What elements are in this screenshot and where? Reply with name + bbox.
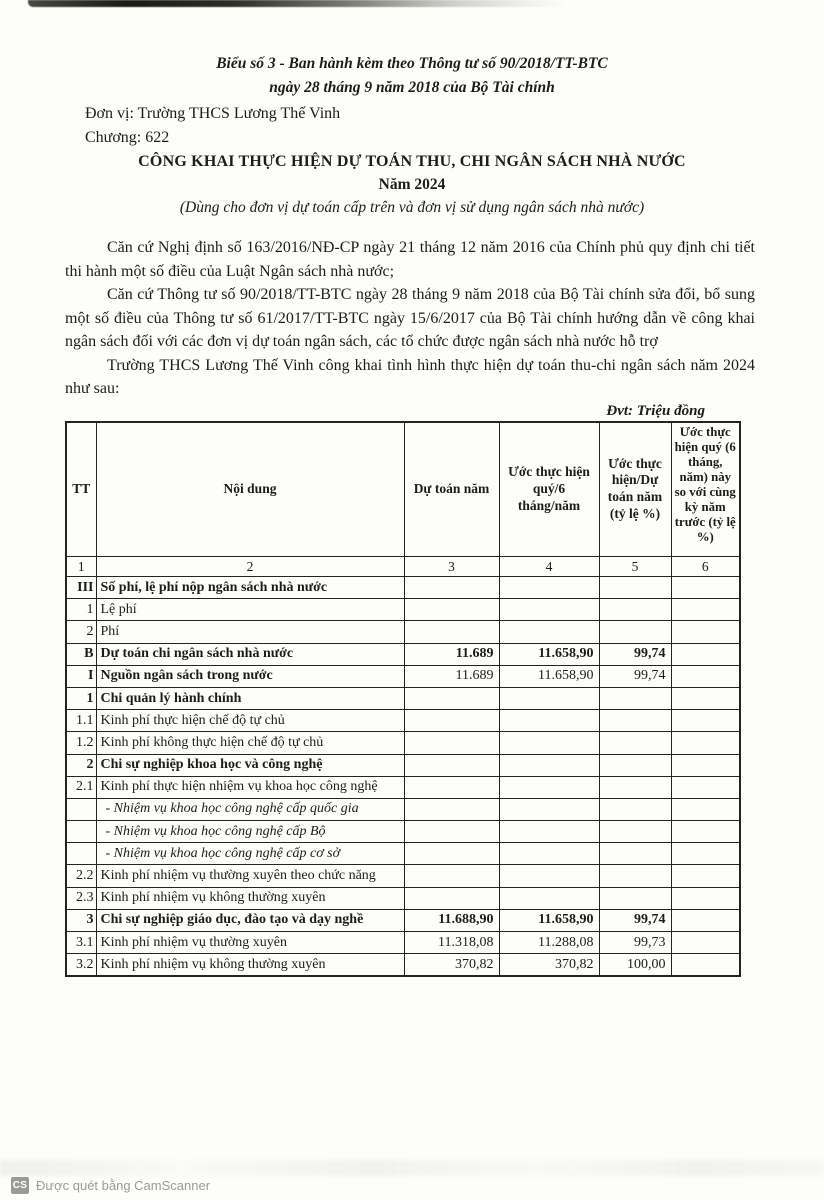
document-header	[0, 0, 824, 220]
cell-uoc-thuc-hien	[499, 621, 599, 643]
unit-of-measure-note: Đvt: Triệu đồng	[606, 402, 705, 419]
cell-tt: 3.2	[66, 954, 96, 976]
cell-so-cung-ky	[671, 710, 740, 732]
cell-tt: 1	[66, 687, 96, 709]
column-number-6: 6	[671, 557, 740, 577]
column-header-du-toan-nam: Dự toán năm	[404, 422, 499, 557]
cell-du-toan-nam: 11.688,90	[404, 909, 499, 931]
column-header-uoc-thuc-hien: Ước thực hiện quý/6 tháng/năm	[499, 422, 599, 557]
column-header-noi-dung: Nội dung	[96, 422, 404, 557]
table-row	[66, 932, 740, 954]
table-row	[66, 665, 740, 687]
paragraph-legal-basis-2: Căn cứ Thông tư số 90/2018/TT-BTC ngày 28 tháng 9 năm 2018 của Bộ Tài chính sửa đổi, bổ sung một số điều của Thông tư số 61/2017/TT-BTC ngày 15/6/2017 của Bộ Tài chính hướng dẫn về công khai ngân sách đối với các đơn vị dự toán ngân sách, các tổ chức được ngân sách nhà nước hỗ trợ	[65, 286, 755, 350]
cell-so-cung-ky	[671, 954, 740, 976]
cell-uoc-thuc-hien	[499, 710, 599, 732]
cell-ty-le	[599, 843, 671, 865]
cell-du-toan-nam: 11.689	[404, 665, 499, 687]
cell-uoc-thuc-hien	[499, 687, 599, 709]
column-number-2: 2	[96, 557, 404, 577]
cell-noi-dung: Dự toán chi ngân sách nhà nước	[96, 643, 404, 665]
cell-uoc-thuc-hien: 11.658,90	[499, 909, 599, 931]
table-row	[66, 909, 740, 931]
table-body	[66, 577, 740, 976]
table-row	[66, 843, 740, 865]
cell-uoc-thuc-hien	[499, 599, 599, 621]
cell-noi-dung: - Nhiệm vụ khoa học công nghệ cấp cơ sở	[96, 843, 404, 865]
cell-tt: 2.2	[66, 865, 96, 887]
cell-uoc-thuc-hien: 370,82	[499, 954, 599, 976]
cell-ty-le: 99,74	[599, 909, 671, 931]
cell-tt: III	[66, 577, 96, 599]
cell-noi-dung: Chi sự nghiệp giáo dục, đào tạo và dạy nghề	[96, 909, 404, 931]
cell-noi-dung: Kinh phí thực hiện chế độ tự chủ	[96, 710, 404, 732]
cell-tt	[66, 843, 96, 865]
cell-tt: B	[66, 643, 96, 665]
column-number-1: 1	[66, 557, 96, 577]
chapter-line: Chương: 622	[85, 129, 170, 146]
cell-uoc-thuc-hien	[499, 843, 599, 865]
cell-uoc-thuc-hien	[499, 732, 599, 754]
column-number-4: 4	[499, 557, 599, 577]
cell-du-toan-nam	[404, 821, 499, 843]
camscanner-watermark	[11, 1177, 210, 1194]
cell-du-toan-nam	[404, 865, 499, 887]
form-reference-line1: Biểu số 3 - Ban hành kèm theo Thông tư số 90/2018/TT-BTC	[216, 55, 608, 72]
cell-uoc-thuc-hien	[499, 865, 599, 887]
cell-noi-dung: Phí	[96, 621, 404, 643]
cell-uoc-thuc-hien	[499, 887, 599, 909]
cell-du-toan-nam	[404, 599, 499, 621]
cell-so-cung-ky	[671, 798, 740, 820]
cell-ty-le	[599, 687, 671, 709]
cell-du-toan-nam	[404, 732, 499, 754]
cell-ty-le: 99,74	[599, 643, 671, 665]
table-row	[66, 821, 740, 843]
budget-table	[65, 421, 741, 977]
table-row	[66, 599, 740, 621]
cell-noi-dung: Kinh phí không thực hiện chế độ tự chủ	[96, 732, 404, 754]
cell-du-toan-nam	[404, 776, 499, 798]
cell-tt: 2	[66, 621, 96, 643]
cell-du-toan-nam: 370,82	[404, 954, 499, 976]
cell-noi-dung: - Nhiệm vụ khoa học công nghệ cấp quốc gia	[96, 798, 404, 820]
cell-du-toan-nam: 11.318,08	[404, 932, 499, 954]
cell-ty-le: 99,73	[599, 932, 671, 954]
cell-tt	[66, 821, 96, 843]
column-header-tt: TT	[66, 422, 96, 557]
table-header-row	[66, 422, 740, 557]
cell-du-toan-nam	[404, 710, 499, 732]
cell-ty-le	[599, 710, 671, 732]
cell-noi-dung: Lệ phí	[96, 599, 404, 621]
cell-du-toan-nam	[404, 887, 499, 909]
cell-so-cung-ky	[671, 821, 740, 843]
cell-noi-dung: Chi sự nghiệp khoa học và công nghệ	[96, 754, 404, 776]
camscanner-logo-icon: CS	[11, 1177, 29, 1194]
cell-du-toan-nam	[404, 687, 499, 709]
cell-uoc-thuc-hien	[499, 577, 599, 599]
cell-tt: 3	[66, 909, 96, 931]
cell-so-cung-ky	[671, 754, 740, 776]
cell-tt: I	[66, 665, 96, 687]
scan-artifact-top	[28, 0, 568, 7]
cell-uoc-thuc-hien: 11.288,08	[499, 932, 599, 954]
cell-noi-dung: Kinh phí nhiệm vụ thường xuyên theo chức năng	[96, 865, 404, 887]
cell-so-cung-ky	[671, 665, 740, 687]
cell-so-cung-ky	[671, 599, 740, 621]
column-number-row	[66, 557, 740, 577]
cell-ty-le	[599, 776, 671, 798]
table-row	[66, 887, 740, 909]
table-row	[66, 577, 740, 599]
cell-du-toan-nam	[404, 798, 499, 820]
column-number-3: 3	[404, 557, 499, 577]
cell-noi-dung: Kinh phí thực hiện nhiệm vụ khoa học công nghệ	[96, 776, 404, 798]
cell-uoc-thuc-hien	[499, 821, 599, 843]
cell-noi-dung: Nguồn ngân sách trong nước	[96, 665, 404, 687]
cell-ty-le	[599, 821, 671, 843]
cell-noi-dung: Kinh phí nhiệm vụ không thường xuyên	[96, 954, 404, 976]
cell-du-toan-nam	[404, 843, 499, 865]
table-row	[66, 798, 740, 820]
scan-artifact-bottom	[0, 1160, 824, 1176]
cell-noi-dung: Kinh phí nhiệm vụ thường xuyên	[96, 932, 404, 954]
paragraph-legal-basis-1: Căn cứ Nghị định số 163/2016/NĐ-CP ngày 21 tháng 12 năm 2016 của Chính phủ quy định chi tiết thi hành một số điều của Luật Ngân sách nhà nước;	[65, 239, 755, 280]
cell-ty-le	[599, 798, 671, 820]
cell-tt: 2.3	[66, 887, 96, 909]
cell-du-toan-nam	[404, 621, 499, 643]
cell-du-toan-nam	[404, 577, 499, 599]
cell-so-cung-ky	[671, 643, 740, 665]
cell-ty-le	[599, 599, 671, 621]
form-reference-line2: ngày 28 tháng 9 năm 2018 của Bộ Tài chính	[269, 79, 555, 96]
table-row	[66, 954, 740, 976]
cell-so-cung-ky	[671, 687, 740, 709]
camscanner-text: Được quét bằng CamScanner	[36, 1178, 211, 1193]
table-row	[66, 710, 740, 732]
cell-du-toan-nam: 11.689	[404, 643, 499, 665]
cell-noi-dung: Chi quản lý hành chính	[96, 687, 404, 709]
cell-uoc-thuc-hien	[499, 798, 599, 820]
cell-so-cung-ky	[671, 621, 740, 643]
column-header-so-cung-ky: Ước thực hiện quý (6 tháng, năm) này so với cùng kỳ năm trước (tỷ lệ %)	[671, 422, 740, 557]
cell-uoc-thuc-hien	[499, 754, 599, 776]
table-row	[66, 732, 740, 754]
cell-so-cung-ky	[671, 577, 740, 599]
cell-ty-le: 99,74	[599, 665, 671, 687]
cell-noi-dung: Kinh phí nhiệm vụ không thường xuyên	[96, 887, 404, 909]
cell-tt	[66, 798, 96, 820]
page-title: CÔNG KHAI THỰC HIỆN DỰ TOÁN THU, CHI NGÂN SÁCH NHÀ NƯỚC	[138, 153, 686, 170]
table-row	[66, 621, 740, 643]
cell-ty-le	[599, 887, 671, 909]
cell-tt: 3.1	[66, 932, 96, 954]
table-row	[66, 865, 740, 887]
table-row	[66, 776, 740, 798]
cell-ty-le	[599, 754, 671, 776]
cell-tt: 1	[66, 599, 96, 621]
cell-ty-le: 100,00	[599, 954, 671, 976]
cell-so-cung-ky	[671, 909, 740, 931]
document-subtitle: (Dùng cho đơn vị dự toán cấp trên và đơn vị sử dụng ngân sách nhà nước)	[179, 199, 645, 216]
paragraph-intro: Trường THCS Lương Thế Vinh công khai tình hình thực hiện dự toán thu-chi ngân sách năm 2024 như sau:	[65, 356, 755, 397]
column-header-ty-le: Ước thực hiện/Dự toán năm (tỷ lệ %)	[599, 422, 671, 557]
cell-so-cung-ky	[671, 732, 740, 754]
cell-uoc-thuc-hien: 11.658,90	[499, 665, 599, 687]
column-number-5: 5	[599, 557, 671, 577]
cell-tt: 2.1	[66, 776, 96, 798]
cell-ty-le	[599, 732, 671, 754]
table-row	[66, 643, 740, 665]
table-row	[66, 754, 740, 776]
cell-so-cung-ky	[671, 865, 740, 887]
cell-ty-le	[599, 621, 671, 643]
cell-noi-dung: - Nhiệm vụ khoa học công nghệ cấp Bộ	[96, 821, 404, 843]
cell-uoc-thuc-hien: 11.658,90	[499, 643, 599, 665]
cell-so-cung-ky	[671, 887, 740, 909]
cell-uoc-thuc-hien	[499, 776, 599, 798]
cell-so-cung-ky	[671, 776, 740, 798]
cell-so-cung-ky	[671, 843, 740, 865]
cell-so-cung-ky	[671, 932, 740, 954]
cell-ty-le	[599, 577, 671, 599]
cell-tt: 2	[66, 754, 96, 776]
cell-tt: 1.2	[66, 732, 96, 754]
table-row	[66, 687, 740, 709]
cell-ty-le	[599, 865, 671, 887]
cell-tt: 1.1	[66, 710, 96, 732]
unit-line: Đơn vị: Trường THCS Lương Thế Vinh	[85, 105, 341, 122]
cell-du-toan-nam	[404, 754, 499, 776]
cell-noi-dung: Số phí, lệ phí nộp ngân sách nhà nước	[96, 577, 404, 599]
body-paragraphs	[65, 236, 755, 401]
document-year: Năm 2024	[378, 176, 446, 193]
